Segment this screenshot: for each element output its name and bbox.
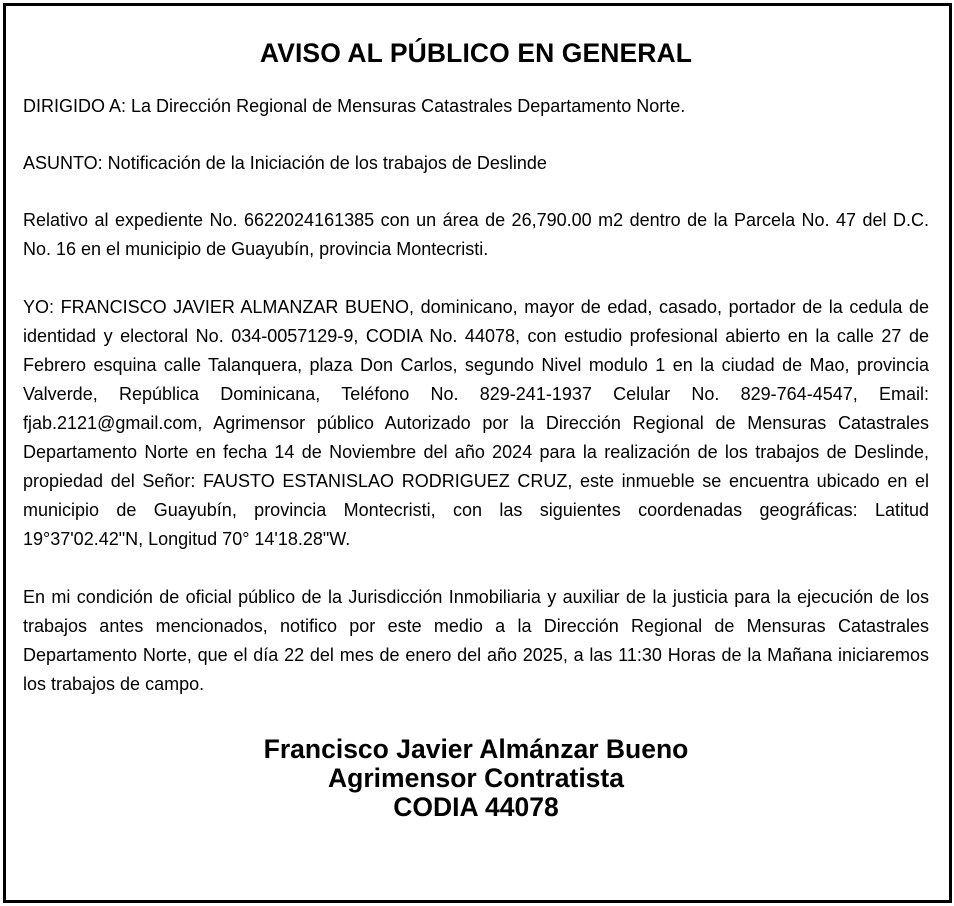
reference-paragraph: Relativo al expediente No. 6622024161385 con un área de 26,790.00 m2 dentro de la Parcela No. 47 del D.C. No. 16 en el municipio de Guayubín, provincia Montecristi. bbox=[23, 210, 929, 259]
signature-block bbox=[23, 735, 929, 822]
notice-body bbox=[23, 36, 929, 822]
signature-codia: CODIA 44078 bbox=[393, 792, 559, 822]
notice-frame bbox=[3, 3, 952, 903]
subject-line: ASUNTO: Notificación de la Iniciación de los trabajos de Deslinde bbox=[23, 153, 547, 173]
signature-name: Francisco Javier Almánzar Bueno bbox=[263, 734, 689, 764]
notification-paragraph: En mi condición de oficial público de la Jurisdicción Inmobiliaria y auxiliar de la justicia para la ejecución de los trabajos antes mencionados, notifico por este medio a la Dirección Regional de Mensuras Catastrales Departamento Norte, que el día 22 del mes de enero del año 2025, a las 11:30 Horas de la Mañana iniciaremos los trabajos de campo. bbox=[23, 587, 929, 694]
addressed-to-line: DIRIGIDO A: La Dirección Regional de Mensuras Catastrales Departamento Norte. bbox=[23, 96, 686, 116]
notice-title: AVISO AL PÚBLICO EN GENERAL bbox=[259, 38, 693, 68]
signature-role: Agrimensor Contratista bbox=[328, 763, 624, 793]
declaration-paragraph: YO: FRANCISCO JAVIER ALMANZAR BUENO, dominicano, mayor de edad, casado, portador de la cedula de identidad y electoral No. 034-0057129-9, CODIA No. 44078, con estudio profesional abierto en la calle 27 de Febrero esquina calle Talanquera, plaza Don Carlos, segundo Nivel modulo 1 en la ciudad de Mao, provincia Valverde, República Dominicana, Teléfono No. 829-241-1937 Celular No. 829-764-4547, Email: fjab.2121@gmail.com, Agrimensor público Autorizado por la Dirección Regional de Mensuras Catastrales Departamento Norte en fecha 14 de Noviembre del año 2024 para la realización de los trabajos de Deslinde, propiedad del Señor: FAUSTO ESTANISLAO RODRIGUEZ CRUZ, este inmueble se encuentra ubicado en el municipio de Guayubín, provincia Montecristi, con las siguientes coordenadas geográficas: Latitud 19°37'02.42"N, Longitud 70° 14'18.28"W. bbox=[23, 297, 929, 549]
